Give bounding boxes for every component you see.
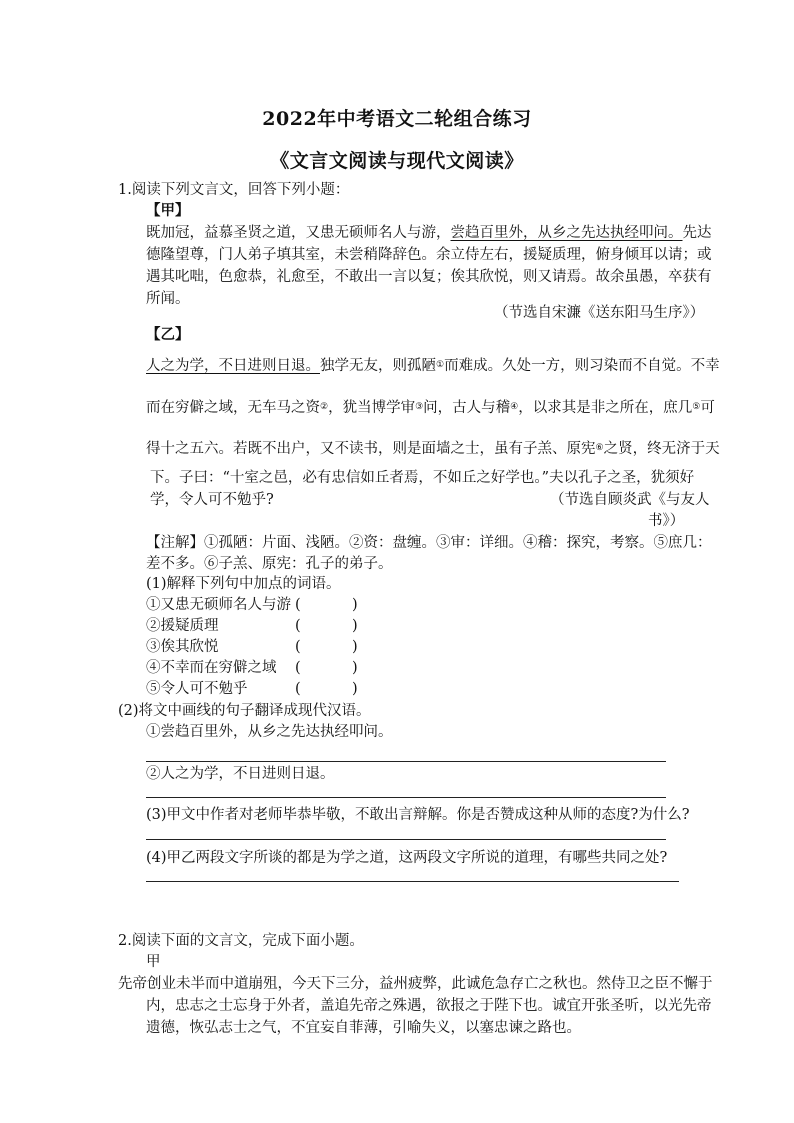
q1-jia-source: （节选自宋濂《送东阳马生序》） — [494, 305, 705, 321]
q1-yi-text: 独学无友，则孤陋 — [320, 358, 436, 374]
answer-paren-open: ( — [295, 639, 301, 655]
q1-notes-line-2: 差不多。⑥子羔、原宪：孔子的弟子。 — [146, 556, 393, 572]
answer-line[interactable] — [146, 761, 666, 762]
q1-jia-text: 既加冠，益慕圣贤之道，又患无硕师名人与游， — [146, 225, 451, 241]
q1-yi-text: ，犹当博学审 — [328, 400, 416, 416]
q1-jia-line-1 — [146, 223, 712, 243]
answer-paren-open: ( — [295, 618, 301, 634]
answer-line[interactable] — [146, 881, 679, 882]
q1-yi-line-2 — [146, 397, 715, 418]
q1-yi-text: 得十之五六。若既不出户，又不读书，则是面墙之士，虽有子羔、原宪 — [146, 441, 596, 457]
q1-sub1-prompt: (1)解释下列句中加点的词语。 — [146, 576, 341, 592]
q1-jia-line-3: 遇其叱咄，色愈恭，礼愈至，不敢出一言以复；俟其欣悦，则又请焉。故余虽愚，卒获有 — [146, 269, 712, 285]
answer-paren-close: ) — [352, 660, 358, 676]
q1-yi-line-1 — [146, 355, 720, 376]
note-marker: ⑤ — [692, 402, 701, 412]
q1-jia-label: 【甲】 — [146, 202, 190, 219]
q1-yi-source-end: 书》） — [648, 513, 685, 529]
q2-jia-label: 甲 — [146, 954, 161, 970]
q2-line-2: 内，忠志之士忘身于外者，盖追先帝之殊遇，欲报之于陛下也。诚宜开张圣听，以光先帝 — [146, 998, 712, 1014]
q1-sub2-item-1: ①尝趋百里外，从乡之先达执经叩问。 — [146, 724, 393, 740]
note-marker: ③ — [415, 402, 424, 412]
q1-sub1-item: ④不幸而在穷僻之域 — [146, 660, 277, 676]
q1-jia-text: 先达 — [682, 225, 712, 241]
q1-yi-underlined-sentence: 人之为学，不日进则日退。 — [146, 358, 320, 374]
answer-line[interactable] — [146, 839, 666, 840]
q1-yi-line-5: 学，令人可不勉乎? — [150, 492, 274, 508]
answer-paren-open: ( — [295, 597, 301, 613]
answer-line[interactable] — [146, 797, 666, 798]
q1-notes-line-1: 【注解】①孤陋：片面、浅陋。②资：盘缠。③审：详细。④稽：探究，考察。⑤庶几： — [146, 535, 712, 551]
answer-paren-open: ( — [295, 660, 301, 676]
q1-sub1-item: ③俟其欣悦 — [146, 639, 219, 655]
q1-yi-text: 而在穷僻之域，无车马之资 — [146, 400, 320, 416]
q1-yi-text: ，以求其是非之所在，庶几 — [518, 400, 693, 416]
q1-intro: 1.阅读下列文言文，回答下列小题： — [118, 182, 350, 198]
note-marker: ① — [436, 360, 445, 370]
q1-jia-line-2: 德隆望尊，门人弟子填其室，未尝稍降辞色。余立侍左右，援疑质理，俯身倾耳以请；或 — [146, 247, 712, 263]
q1-yi-text: 问，古人与稽 — [423, 400, 511, 416]
note-marker: ② — [320, 402, 329, 412]
page-subtitle: 《文言文阅读与现代文阅读》 — [270, 150, 524, 172]
q1-jia-line-4: 所闻。 — [146, 291, 190, 307]
answer-paren-open: ( — [295, 681, 301, 697]
q1-yi-line-4: 下。子曰：“十室之邑，必有忠信如丘者焉，不如丘之好学也。”夫以孔子之圣，犹须好 — [150, 470, 695, 486]
answer-paren-close: ) — [352, 597, 358, 613]
note-marker: ⑥ — [595, 443, 604, 453]
q1-yi-text: 可 — [700, 400, 715, 416]
q1-yi-line-3 — [146, 438, 720, 459]
q1-yi-label: 【乙】 — [146, 326, 190, 343]
answer-paren-close: ) — [352, 618, 358, 634]
q1-sub1-item: ①又患无硕师名人与游 — [146, 597, 291, 613]
q1-sub1-item: ②援疑质理 — [146, 618, 219, 634]
q1-yi-text: 而难成。久处一方，则习染而不自觉。不幸 — [444, 358, 720, 374]
answer-paren-close: ) — [352, 681, 358, 697]
q1-sub4-prompt: (4)甲乙两段文字所谈的都是为学之道，这两段文字所说的道理，有哪些共同之处? — [146, 850, 668, 866]
note-marker: ④ — [510, 402, 519, 412]
q2-line-1: 先帝创业未半而中道崩殂，今天下三分，益州疲弊，此诚危急存亡之秋也。然侍卫之臣不懈于 — [118, 976, 713, 992]
q1-sub2-prompt: (2)将文中画线的句子翻译成现代汉语。 — [118, 703, 371, 719]
q1-yi-text: 之贤，终无济于天 — [603, 441, 720, 457]
q1-yi-source: （节选自顾炎武《与友人 — [550, 492, 710, 508]
q1-sub3-prompt: (3)甲文中作者对老师毕恭毕敬，不敢出言辩解。你是否赞成这种从师的态度?为什么? — [146, 807, 690, 823]
q1-sub1-item: ⑤令人可不勉乎 — [146, 681, 248, 697]
q2-line-3: 遗德，恢弘志士之气，不宜妄自菲薄，引喻失义，以塞忠谏之路也。 — [146, 1020, 581, 1036]
page-title: 2022年中考语文二轮组合练习 — [262, 108, 532, 130]
q1-sub2-item-2: ②人之为学，不日进则日退。 — [146, 766, 335, 782]
answer-paren-close: ) — [352, 639, 358, 655]
q2-intro: 2.阅读下面的文言文，完成下面小题。 — [118, 933, 364, 949]
q1-jia-underlined-sentence: 尝趋百里外，从乡之先达执经叩问。 — [450, 225, 683, 241]
